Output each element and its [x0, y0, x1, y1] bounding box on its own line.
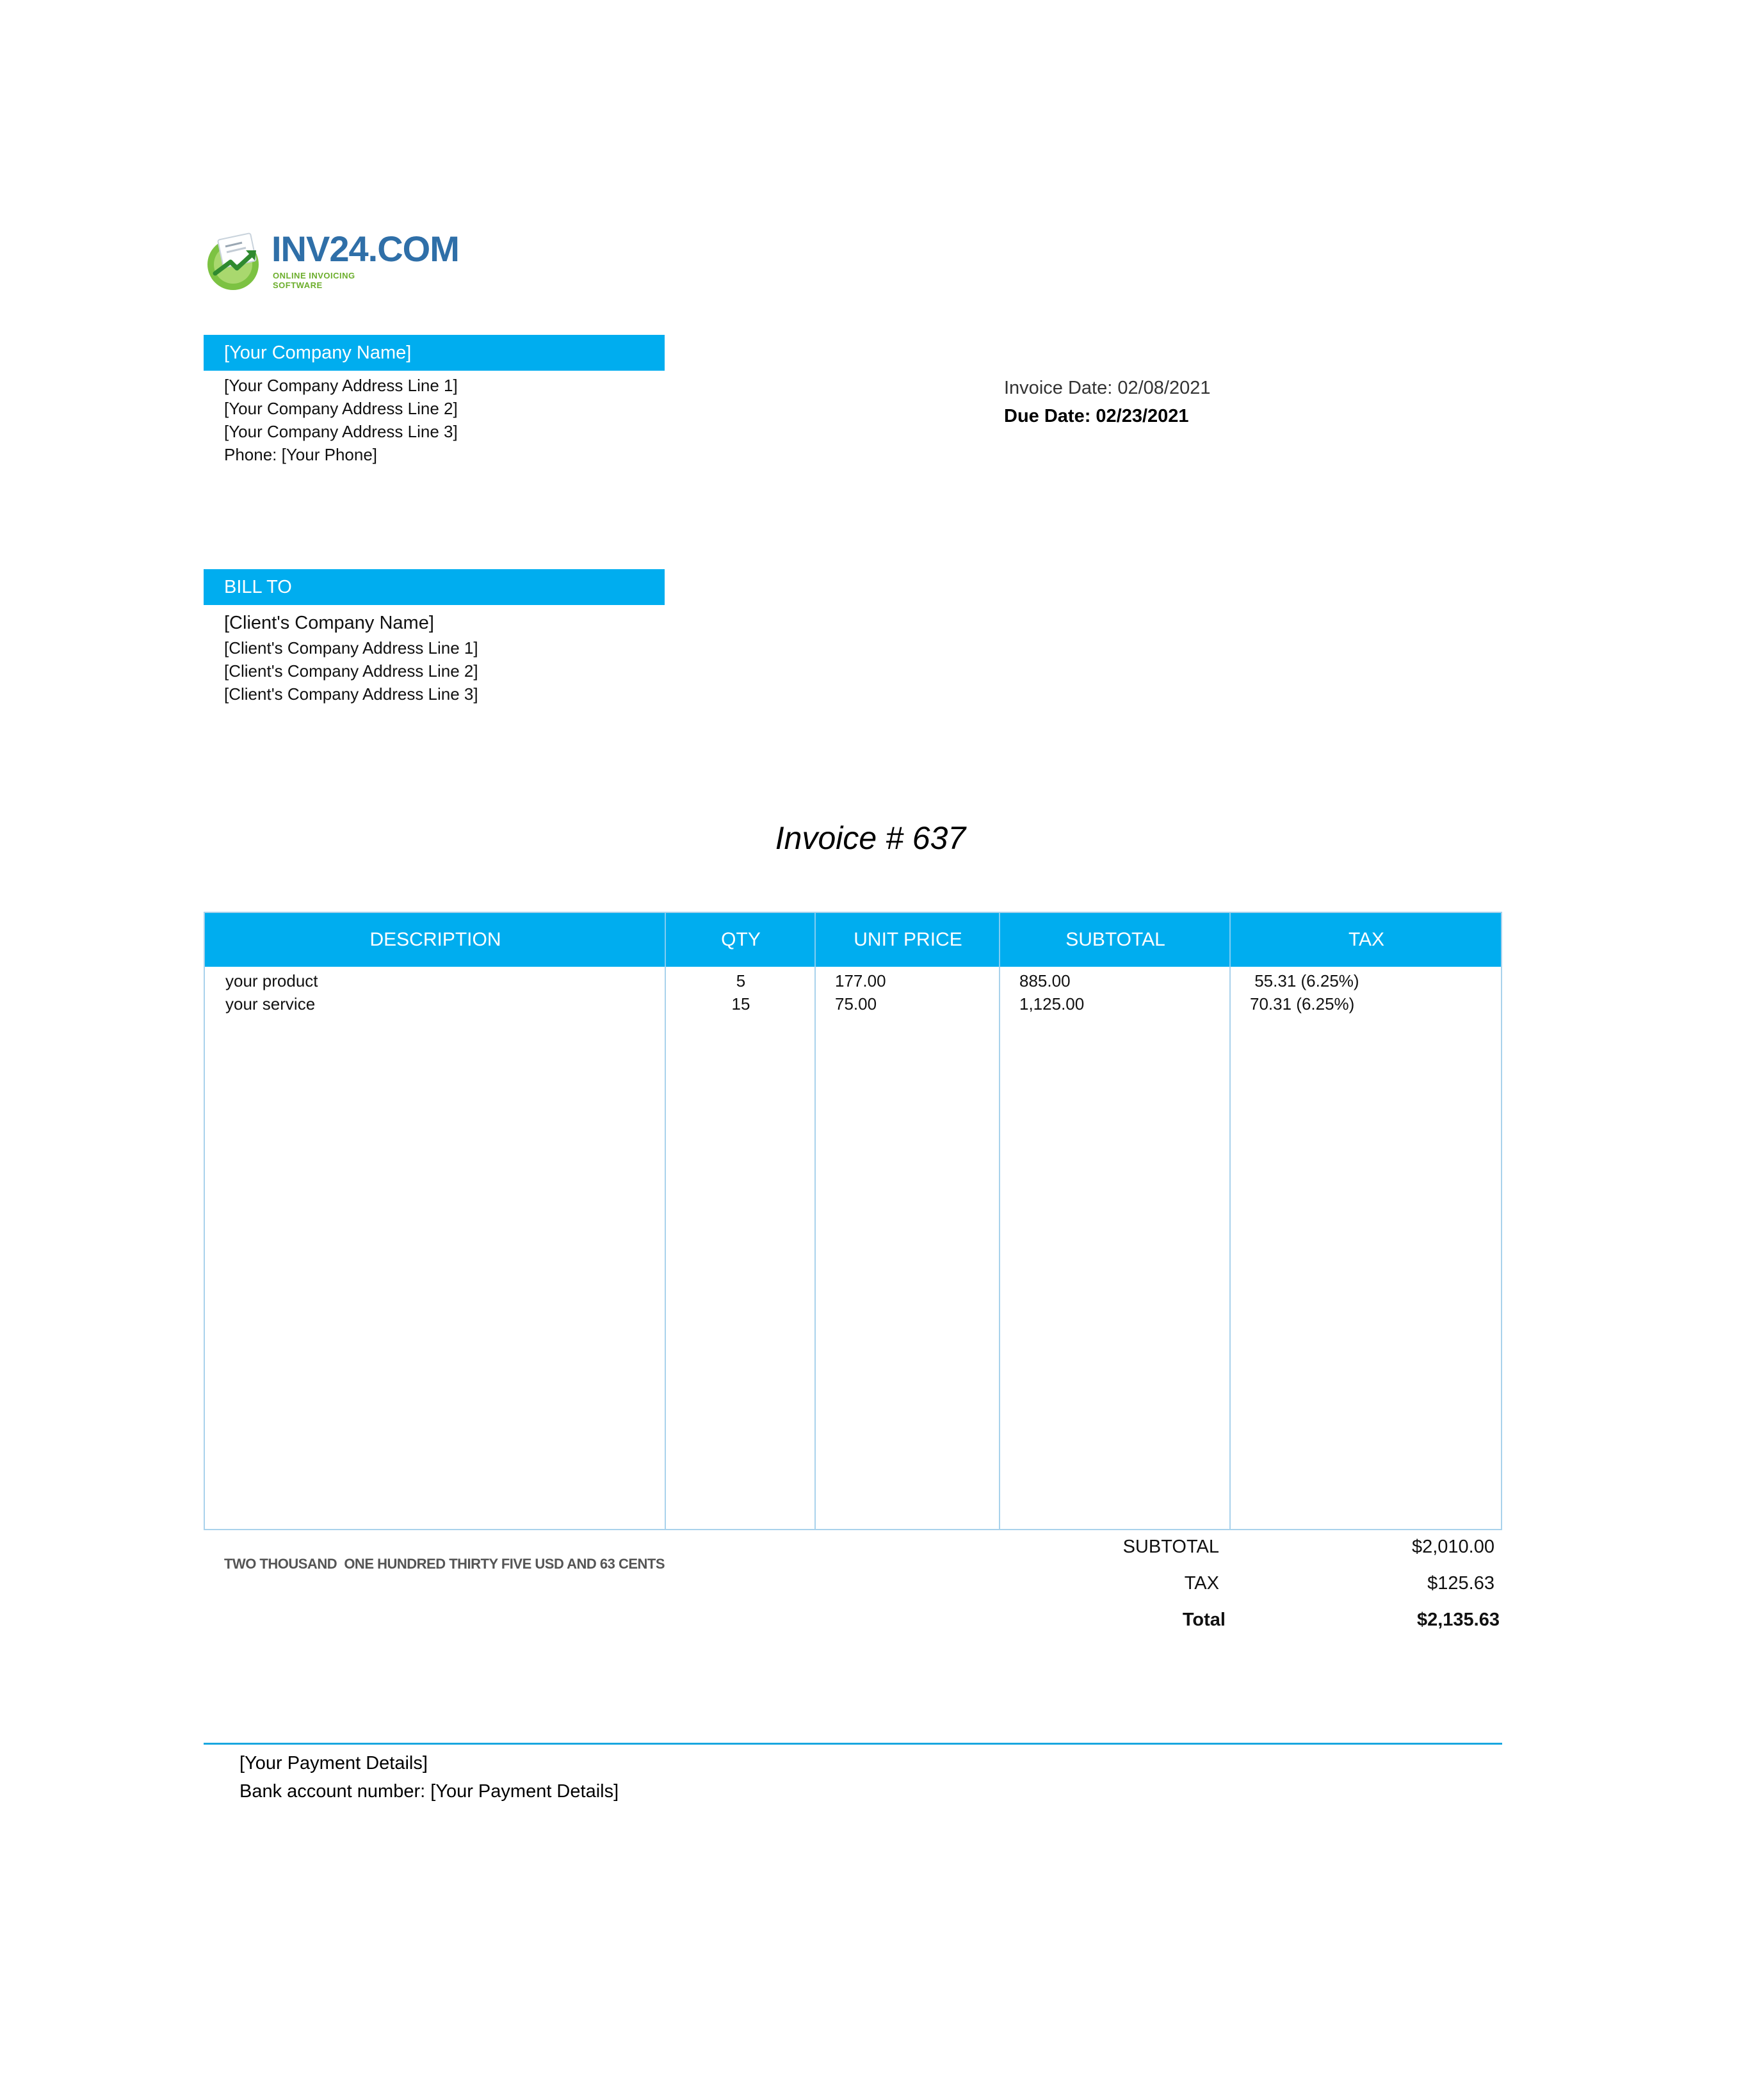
logo-tagline: ONLINE INVOICING SOFTWARE — [273, 271, 355, 290]
client-address-block — [224, 610, 478, 706]
client-address-line-1: [Client's Company Address Line 1] — [224, 638, 478, 658]
invoice-dates — [1004, 374, 1210, 430]
company-address-line-1: [Your Company Address Line 1] — [224, 376, 458, 395]
header-qty: QTY — [721, 929, 761, 950]
row-qty: 5 — [736, 971, 746, 990]
total-label: Total — [1182, 1610, 1226, 1630]
column-divider — [999, 967, 1000, 1529]
payment-details: [Your Payment Details] — [239, 1753, 428, 1773]
company-name-bar: [Your Company Name] — [204, 335, 665, 371]
subtotal-value: $2,010.00 — [1411, 1537, 1494, 1557]
row-qty: 15 — [731, 994, 750, 1014]
amount-in-words: TWO THOUSAND ONE HUNDRED THIRTY FIVE USD AND 63 CENTS — [224, 1556, 665, 1572]
column-divider — [814, 967, 816, 1529]
header-divider — [999, 913, 1000, 967]
tax-value: $125.63 — [1427, 1573, 1494, 1594]
row-unit-price: 177.00 — [835, 971, 886, 990]
header-description: DESCRIPTION — [369, 929, 501, 950]
payment-details-block — [239, 1749, 619, 1805]
bank-account-number: Bank account number: [Your Payment Details] — [239, 1781, 619, 1802]
company-address-block — [224, 374, 458, 466]
header-tax: TAX — [1348, 929, 1385, 950]
header-divider — [1229, 913, 1231, 967]
row-subtotal: 1,125.00 — [1019, 994, 1085, 1014]
table-header — [205, 913, 1501, 967]
client-company-name: [Client's Company Name] — [224, 613, 434, 633]
row-unit-price: 75.00 — [835, 994, 877, 1014]
subtotal-label: SUBTOTAL — [1122, 1537, 1219, 1557]
row-tax: 55.31 (6.25%) — [1250, 971, 1359, 990]
items-table — [204, 912, 1502, 1530]
header-divider — [665, 913, 666, 967]
client-address-line-2: [Client's Company Address Line 2] — [224, 661, 478, 681]
header-divider — [814, 913, 816, 967]
row-tax: 70.31 (6.25%) — [1250, 994, 1355, 1014]
company-address-line-2: [Your Company Address Line 2] — [224, 399, 458, 418]
client-address-line-3: [Client's Company Address Line 3] — [224, 684, 478, 704]
logo-name: INV24.COM — [271, 229, 459, 269]
column-divider — [1229, 967, 1231, 1529]
company-logo — [204, 227, 459, 295]
header-unit-price: UNIT PRICE — [854, 929, 962, 950]
invoice-title: Invoice # 637 — [775, 820, 966, 856]
total-value: $2,135.63 — [1416, 1610, 1500, 1630]
column-divider — [665, 967, 666, 1529]
row-description: your service — [225, 994, 316, 1014]
invoice-arrow-logo-icon — [204, 231, 268, 291]
invoice-date: Invoice Date: 02/08/2021 — [1004, 378, 1211, 398]
row-subtotal: 885.00 — [1019, 971, 1071, 990]
company-phone: Phone: [Your Phone] — [224, 445, 378, 464]
due-date: Due Date: 02/23/2021 — [1004, 406, 1189, 426]
payment-divider — [204, 1743, 1502, 1745]
company-address-line-3: [Your Company Address Line 3] — [224, 422, 458, 441]
header-subtotal: SUBTOTAL — [1065, 929, 1165, 950]
bill-to-heading: BILL TO — [204, 569, 665, 605]
row-description: your product — [225, 971, 318, 990]
tax-label: TAX — [1184, 1573, 1219, 1594]
